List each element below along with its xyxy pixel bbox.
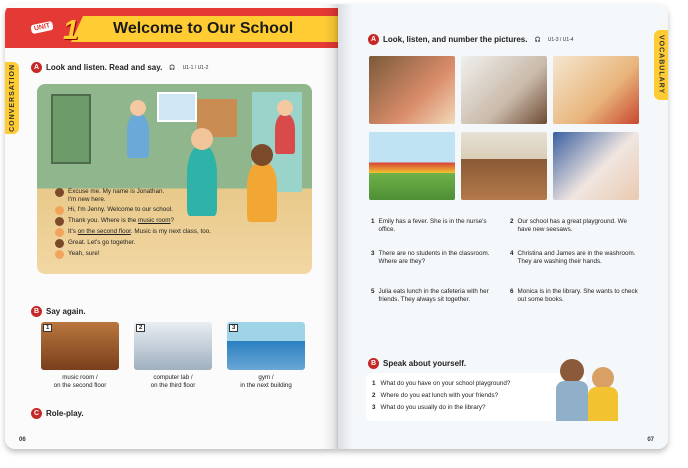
jenny-face-icon [55, 206, 64, 215]
caption-line: gym / [258, 374, 274, 381]
sentence-item [371, 288, 499, 304]
jenny-face-icon [55, 228, 64, 237]
section-a-badge: A [31, 62, 42, 73]
dialogue-line [55, 217, 211, 226]
section-a-heading [31, 62, 208, 73]
section-b-title: Speak about yourself. [383, 359, 467, 368]
section-a-title: Look and listen. Read and say. [46, 63, 163, 72]
question-text: What do you have on your school playground? [380, 380, 511, 387]
vocabulary-tab-label: VOCABULARY [657, 35, 665, 95]
caption-line: on the second floor [53, 382, 107, 389]
section-a-title: Look, listen, and number the pictures. [383, 35, 528, 44]
left-page [5, 4, 338, 449]
jonathan-face-icon [55, 217, 64, 226]
sentence-text: Our school has a great playground. We have new seesaws. [517, 218, 627, 233]
students-thumbs-up-photo [548, 355, 628, 421]
jonathan-face-icon [55, 188, 64, 197]
photo-number: 1 [43, 324, 52, 332]
caption-computer-lab [123, 374, 223, 390]
unit-number: 1 [63, 14, 79, 45]
dialogue-text: . Music is my next class, too. [130, 228, 211, 235]
library-photo [369, 56, 455, 124]
window [157, 92, 197, 122]
photo-number: 2 [136, 324, 145, 332]
gym-photo [227, 322, 305, 370]
conversation-tab-label: CONVERSATION [8, 64, 16, 132]
book-gutter [323, 4, 353, 449]
student-illustration [127, 114, 149, 158]
keyword-place: music room [138, 217, 171, 224]
sentence-item [371, 218, 499, 234]
dialogue-text-cont: I'm new here. [68, 196, 106, 203]
question-number: 1 [372, 380, 376, 387]
dialogue-line [55, 206, 211, 215]
sentence-number: 1 [371, 218, 375, 225]
section-c-title: Role-play. [46, 409, 84, 418]
sentence-item [510, 218, 638, 234]
dialogue-line [55, 228, 211, 237]
headphones-icon[interactable]: 🎧 [169, 64, 176, 71]
caption-gym [216, 374, 316, 390]
sentence-number: 4 [510, 250, 514, 257]
dialogue-text: ? [170, 217, 175, 224]
sentence-text: Christina and James are in the washroom. They are washing their hands. [517, 250, 636, 265]
audio-track: U1-1 / U1-2 [182, 64, 209, 71]
sentence-text: Emily has a fever. She is in the nurse's office. [378, 218, 487, 233]
section-c-heading [31, 408, 84, 419]
sentence-number: 2 [510, 218, 514, 225]
jonathan-illustration [247, 162, 277, 222]
sentence-item [371, 250, 499, 266]
section-c-badge: C [31, 408, 42, 419]
page-title: Welcome to Our School [113, 20, 294, 37]
sentence-number: 3 [371, 250, 375, 257]
headphones-icon[interactable]: 🎧 [534, 36, 541, 43]
dialogue-text: Yeah, sure! [68, 250, 100, 257]
vocabulary-tab [654, 30, 668, 100]
jenny-face-icon [55, 250, 64, 259]
audio-track: U1-3 / U1-4 [547, 36, 574, 43]
sentence-text: There are no students in the classroom. Where are they? [378, 250, 490, 265]
jonathan-face-icon [55, 239, 64, 248]
dialogue-text: Hi, I'm Jenny. Welcome to our school. [68, 206, 173, 213]
question-number: 2 [372, 392, 376, 399]
caption-line: in the next building [240, 382, 292, 389]
dialogue-text: Excuse me. My name is Jonathan. [68, 188, 165, 195]
classroom-illustration [37, 84, 312, 274]
empty-classroom-photo [461, 132, 547, 200]
section-b-title: Say again. [46, 307, 86, 316]
computer-lab-photo [134, 322, 212, 370]
dialogue-text: It's [68, 228, 78, 235]
cafeteria-photo [553, 56, 639, 124]
section-b-badge: B [368, 358, 379, 369]
caption-line: computer lab / [153, 374, 193, 381]
question-number: 3 [372, 404, 376, 411]
playground-photo [369, 132, 455, 200]
conversation-tab [5, 62, 19, 134]
caption-line: on the third floor [150, 382, 196, 389]
sentence-item [510, 250, 638, 266]
sentence-number: 5 [371, 288, 375, 295]
music-room-photo [41, 322, 119, 370]
nurse-office-photo [553, 132, 639, 200]
dialogue-text: Great. Let's go together. [68, 239, 136, 246]
section-a-heading-right [368, 34, 574, 45]
question-text: Where do you eat lunch with your friends? [380, 392, 499, 399]
sentence-text: Julia eats lunch in the cafeteria with her friends. They always sit together. [378, 288, 489, 303]
caption-music-room [30, 374, 130, 390]
keyword-location: on the second floor [77, 228, 131, 235]
dialogue-text: Thank you. Where is the [68, 217, 138, 224]
unit-badge [23, 14, 81, 46]
sentence-text: Monica is in the library. She wants to check out some books. [517, 288, 638, 303]
caption-line: music room / [62, 374, 98, 381]
photo-number: 3 [229, 324, 238, 332]
dialogue-line [55, 250, 211, 259]
washroom-photo [461, 56, 547, 124]
dialogue-line [55, 188, 211, 204]
question-text: What do you usually do in the library? [380, 404, 486, 411]
section-b-heading-right [368, 358, 466, 369]
dialogue [55, 188, 211, 259]
student-illustration [275, 114, 295, 154]
sentence-number: 6 [510, 288, 514, 295]
section-b-heading [31, 306, 86, 317]
unit-header [5, 8, 338, 48]
section-a-badge: A [368, 34, 379, 45]
unit-label: UNIT [30, 21, 54, 34]
section-b-badge: B [31, 306, 42, 317]
page-number-left: 06 [19, 437, 26, 443]
sentence-item [510, 288, 638, 304]
dialogue-line [55, 239, 211, 248]
bulletin-board [51, 94, 91, 164]
page-number-right: 07 [647, 437, 654, 443]
